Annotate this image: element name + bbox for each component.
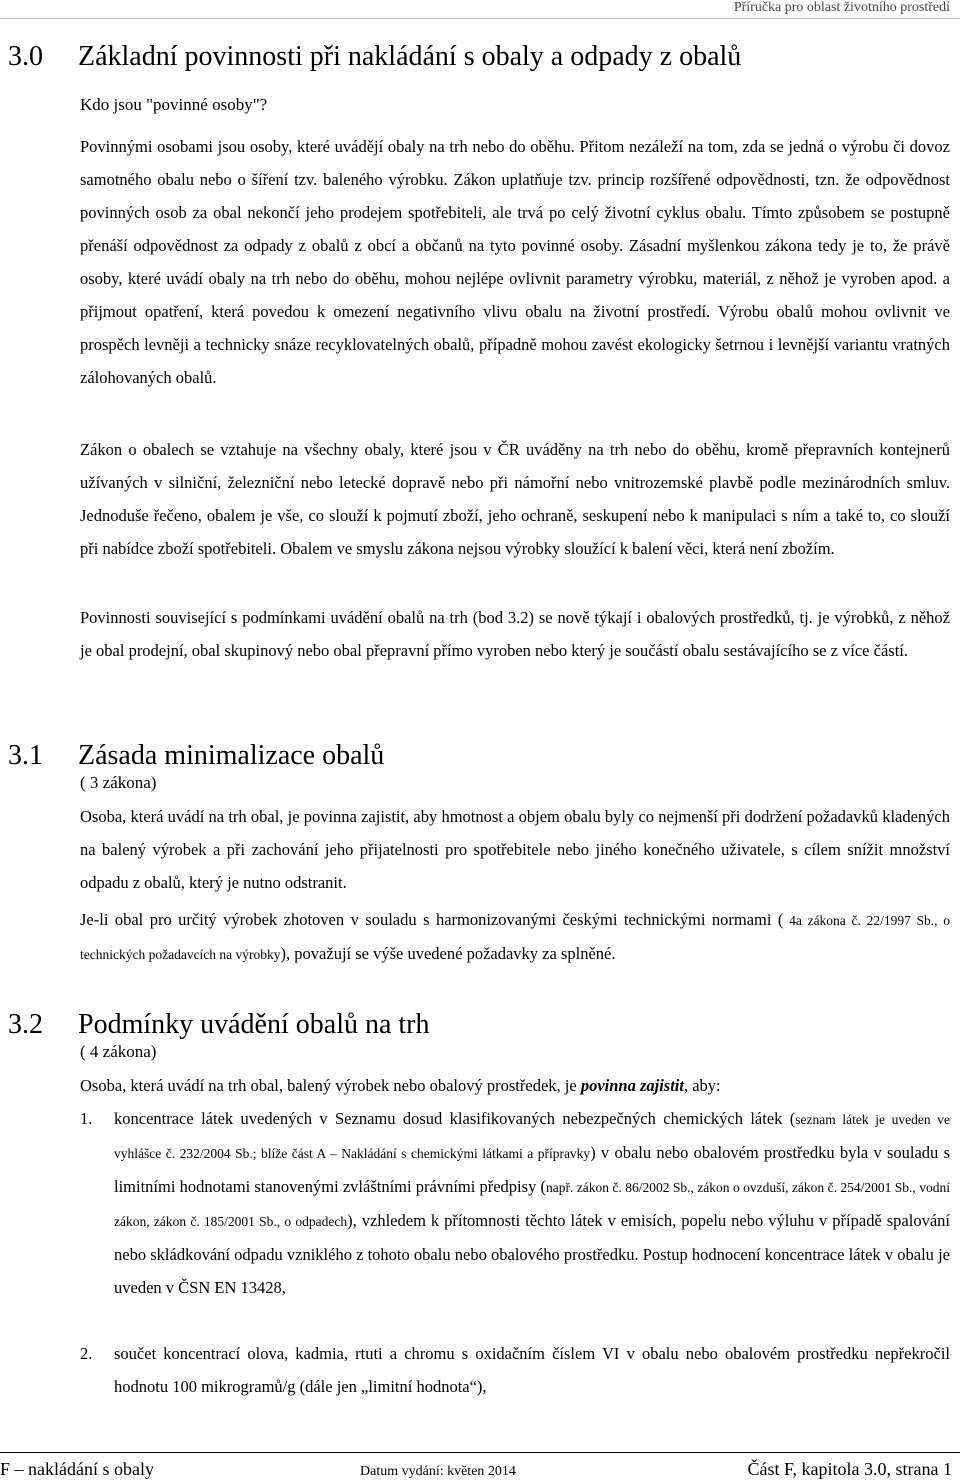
paragraph-text: Osoba, která uvádí na trh obal, balený výrobek nebo obalový prostředek, je [80, 1076, 581, 1095]
paragraph: Osoba, která uvádí na trh obal, je povinna zajistit, aby hmotnost a objem obalu byly co nejmenší při dodržení požadavků kladených na balený výrobek a při zachování jeho přijatelnosti pro spotřebitele nebo jiného konečného uživatele, s cílem snížit množství odpadu z obalů, který je nutno odstranit. [80, 807, 950, 892]
header-divider [0, 18, 960, 19]
paragraph-text: Je-li obal pro určitý výrobek zhotoven v souladu s harmonizovanými českými technickými normami ( [80, 910, 784, 929]
footer-divider [0, 1452, 960, 1453]
list-item-text: ) v obalu nebo obalovém prostředku byla v souladu s limitními hodnotami stanovenými zvláštními právními předpisy ( [114, 1143, 950, 1196]
paragraph: Zákon o obalech se vztahuje na všechny obaly, které jsou v ČR uváděny na trh nebo do oběhu, kromě přepravních kontejnerů užívaných v silniční, železniční nebo letecké dopravě nebo při námořní nebo vnitrozemské plavbě podle mezinárodních smluv. Jednoduše řečeno, obalem je vše, co slouží k pojmutí zboží, jeho ochraně, seskupení nebo k manipulaci s ním a také to, co slouží při nabídce zboží spotřebiteli. Obalem ve smyslu zákona nejsou výrobky sloužící k balení věci, která není zbožím. [80, 440, 950, 558]
list-item-text: ), vzhledem k přítomnosti těchto látek v emisích, popelu nebo výluhu v případě spalování nebo skládkování odpadu vzniklého z tohoto obalu nebo obalového prostředku. Postup hodnocení koncentrace látek v obalu je uveden v ČSN EN 13428, [114, 1211, 950, 1297]
list-item: součet koncentrací olova, kadmia, rtuti a chromu s oxidačním číslem VI v obalu nebo obalovém prostředku nepřekročil hodnotu 100 mikrogramů/g (dále jen „limitní hodnota“), [114, 1344, 950, 1396]
section-number: 3.1 [8, 740, 43, 771]
paragraph-text: , aby: [683, 1076, 721, 1095]
paragraph [80, 1069, 950, 1102]
section-number: 3.2 [8, 1009, 43, 1040]
list-item-number: 1. [80, 1109, 93, 1128]
section-title: Zásada minimalizace obalů [78, 740, 385, 771]
header-title: Příručka pro oblast životního prostředí [733, 0, 950, 15]
section-3-1-heading [8, 739, 384, 773]
legal-reference: např. zákon č. 86/2002 Sb., zákon o ovzduší, zákon č. 254/2001 Sb., vodní zákon, zákon č. 185/2001 Sb., o odpadech [114, 1180, 950, 1229]
list-item-number: 2. [80, 1344, 93, 1363]
paragraph [80, 903, 950, 971]
footer-left: F – nakládání s obaly [0, 1459, 154, 1479]
section-title: Základní povinnosti při nakládání s obaly a odpady z obalů [78, 41, 742, 72]
list-item-text: koncentrace látek uvedených v Seznamu dosud klasifikovaných nebezpečných chemických látek ( [114, 1109, 796, 1128]
section-reference: ( 3 zákona) [80, 773, 157, 792]
paragraph: Povinnými osobami jsou osoby, které uvádějí obaly na trh nebo do oběhu. Přitom nezáleží na tom, zda se jedná o výrobu či dovoz samotného obalu nebo o šíření tzv. baleného výrobku. Zákon uplatňuje tzv. princip rozšířené odpovědnosti, tzn. že odpovědnost povinných osob za obal nekončí jeho prodejem spotřebiteli, ale trvá po celý životní cyklus obalu. Tímto způsobem se postupně přenáší odpovědnost za odpady z obalů z obcí a občanů na tyto povinné osoby. Zásadní myšlenkou zákona tedy je to, že právě osoby, které uvádí obaly na trh nebo do oběhu, mohou nejlépe ovlivnit parametry výrobku, materiál, z něhož je vyroben apod. a přijmout opatření, která povedou k omezení negativního vlivu obalu na životní prostředí. Výrobu obalů mohou ovlivnit ve prospěch levněji a technicky snáze recyklovatelných obalů, případně mohou zavést ekologicky šetrnou i levnější variantu vratných zálohovaných obalů. [80, 137, 950, 387]
section-number: 3.0 [8, 41, 43, 72]
footer-page-info: Část F, kapitola 3.0, strana 1 [747, 1459, 952, 1479]
section-title: Podmínky uvádění obalů na trh [78, 1009, 430, 1040]
section-3-0-heading [8, 40, 741, 74]
emphasis: povinna zajistit [580, 1076, 684, 1095]
paragraph-text: ), považují se výše uvedené požadavky za splněné. [280, 944, 616, 963]
legal-reference: 4a zákona č. 22/1997 Sb., o technických požadavcích na výrobky [80, 913, 950, 962]
list-item [114, 1102, 950, 1304]
paragraph: Povinnosti související s podmínkami uvádění obalů na trh (bod 3.2) se nově týkají i obalových prostředků, tj. je výrobků, z něhož je obal prodejní, obal skupinový nebo obal přepravní přímo vyroben nebo který je součástí obalu sestávajícího se z více částí. [80, 608, 950, 660]
legal-reference: seznam látek je uveden ve vyhlášce č. 232/2004 Sb.; blíže část A – Nakládání s chemickými látkami a přípravky [114, 1112, 950, 1161]
section-3-2-heading [8, 1008, 430, 1042]
footer-date: Datum vydání: květen 2014 [360, 1464, 516, 1479]
question-heading: Kdo jsou "povinné osoby"? [80, 95, 268, 114]
section-reference: ( 4 zákona) [80, 1042, 157, 1061]
